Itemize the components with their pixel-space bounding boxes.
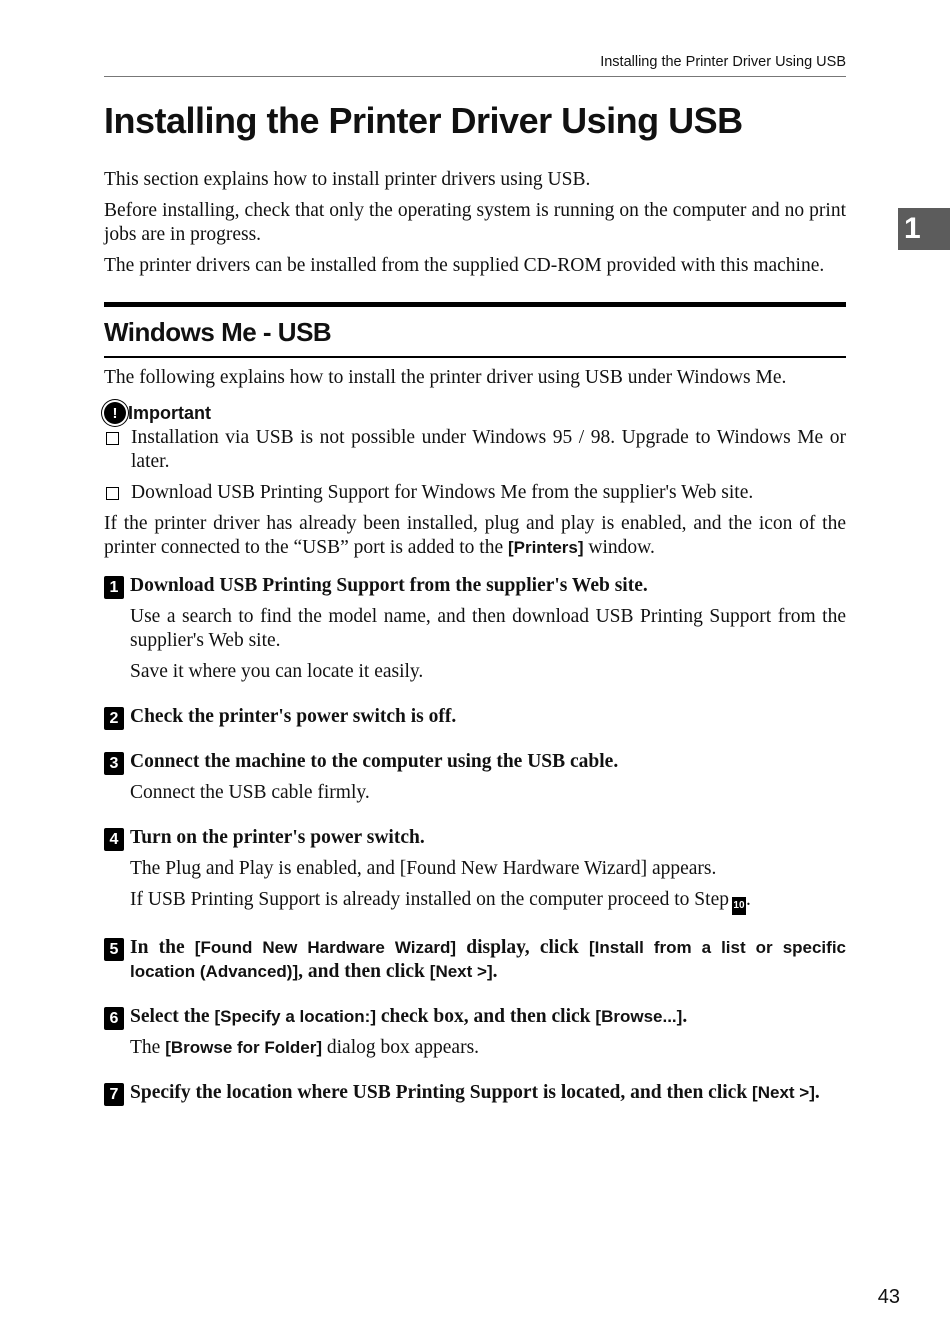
important-item-text: Installation via USB is not possible under Windows 95 / 98. Upgrade to Windows Me or later. xyxy=(131,427,846,472)
step-3 xyxy=(104,750,846,812)
section-intro: The following explains how to install the printer driver using USB under Windows Me. xyxy=(104,367,787,388)
checkbox-icon xyxy=(106,487,119,500)
step-title: Download USB Printing Support from the supplier's Web site. xyxy=(130,575,648,596)
important-icon: ! xyxy=(104,402,126,424)
step-7 xyxy=(104,1081,846,1112)
step-4 xyxy=(104,826,846,922)
page-title: Installing the Printer Driver Using USB xyxy=(104,100,743,141)
step-text: Save it where you can locate it easily. xyxy=(130,661,424,682)
ui-reference: [Specify a location:] xyxy=(214,1007,376,1026)
step-6 xyxy=(104,1005,846,1067)
ui-reference: [Next >] xyxy=(752,1083,815,1102)
step-1 xyxy=(104,574,846,691)
section-heading: Windows Me - USB xyxy=(104,307,846,358)
important-item xyxy=(104,481,846,505)
ui-reference: [Found New Hardware Wizard] xyxy=(194,938,457,957)
step-title xyxy=(130,1081,846,1105)
step-number: 7 xyxy=(104,1083,124,1106)
step-ref-end: . xyxy=(745,889,751,910)
step-number: 3 xyxy=(104,752,124,775)
important-item xyxy=(104,426,846,474)
step-title-text: . xyxy=(814,1082,820,1103)
step-number: 4 xyxy=(104,828,124,851)
ui-reference: [Install from a list or specific location (Advanced)] xyxy=(130,938,846,981)
step-text: The Plug and Play is enabled, and [Found New Hardware Wizard] appears. xyxy=(130,858,717,879)
step-5 xyxy=(104,936,846,991)
step-number: 6 xyxy=(104,1007,124,1030)
step-title: Turn on the printer's power switch. xyxy=(130,827,425,848)
intro-paragraph: This section explains how to install printer drivers using USB. xyxy=(104,169,591,190)
step-ref-text: If USB Printing Support is already installed on the computer proceed to Step xyxy=(130,889,729,910)
step-text-part: dialog box appears. xyxy=(326,1037,480,1058)
step-title xyxy=(130,936,846,984)
step-title-text: Specify the location where USB Printing Support is located, and then click xyxy=(130,1082,748,1103)
checkbox-icon xyxy=(106,432,119,445)
note-paragraph xyxy=(104,512,846,560)
step-title-text: Select the xyxy=(130,1006,210,1027)
note-text-end: window. xyxy=(588,537,655,558)
page-number: 43 xyxy=(877,1286,900,1308)
step-title: Connect the machine to the computer using the USB cable. xyxy=(130,751,619,772)
page-content xyxy=(104,100,846,1112)
step-number: 2 xyxy=(104,707,124,730)
step-title-text: display, click xyxy=(466,937,579,958)
ui-reference: [Next >] xyxy=(429,962,493,981)
step-title: Check the printer's power switch is off. xyxy=(130,706,457,727)
step-title-text: . xyxy=(682,1006,688,1027)
important-label: Important xyxy=(128,402,211,423)
chapter-tab: 1 xyxy=(898,208,950,250)
step-2 xyxy=(104,705,846,736)
step-title-text: . xyxy=(492,961,498,982)
ui-reference: [Browse for Folder] xyxy=(165,1038,322,1057)
ui-reference: [Browse...] xyxy=(595,1007,683,1026)
important-heading xyxy=(104,402,846,424)
step-text xyxy=(130,1036,846,1060)
step-text-part: The xyxy=(130,1037,161,1058)
step-ref-icon: 10 xyxy=(732,897,746,915)
note-text: If the printer driver has already been installed, plug and play is enabled, and the icon of the printer connected to the “USB” port is added to the xyxy=(104,513,846,558)
intro-paragraph: The printer drivers can be installed from the supplied CD-ROM provided with this machine. xyxy=(104,255,825,276)
step-text: Use a search to find the model name, and then download USB Printing Support from the supplier's Web site. xyxy=(130,606,846,651)
step-text xyxy=(130,888,846,915)
step-text: Connect the USB cable firmly. xyxy=(130,782,370,803)
important-item-text: Download USB Printing Support for Windows Me from the supplier's Web site. xyxy=(131,482,754,503)
ui-reference: [Printers] xyxy=(507,538,584,557)
step-title xyxy=(130,1005,846,1029)
running-header: Installing the Printer Driver Using USB xyxy=(104,54,846,77)
intro-paragraph: Before installing, check that only the operating system is running on the computer and no print jobs are in progress. xyxy=(104,200,846,245)
step-number: 1 xyxy=(104,576,124,599)
step-number: 5 xyxy=(104,938,124,961)
step-title-text: , and then click xyxy=(298,961,425,982)
step-title-text: check box, and then click xyxy=(380,1006,591,1027)
step-title-text: In the xyxy=(130,937,185,958)
